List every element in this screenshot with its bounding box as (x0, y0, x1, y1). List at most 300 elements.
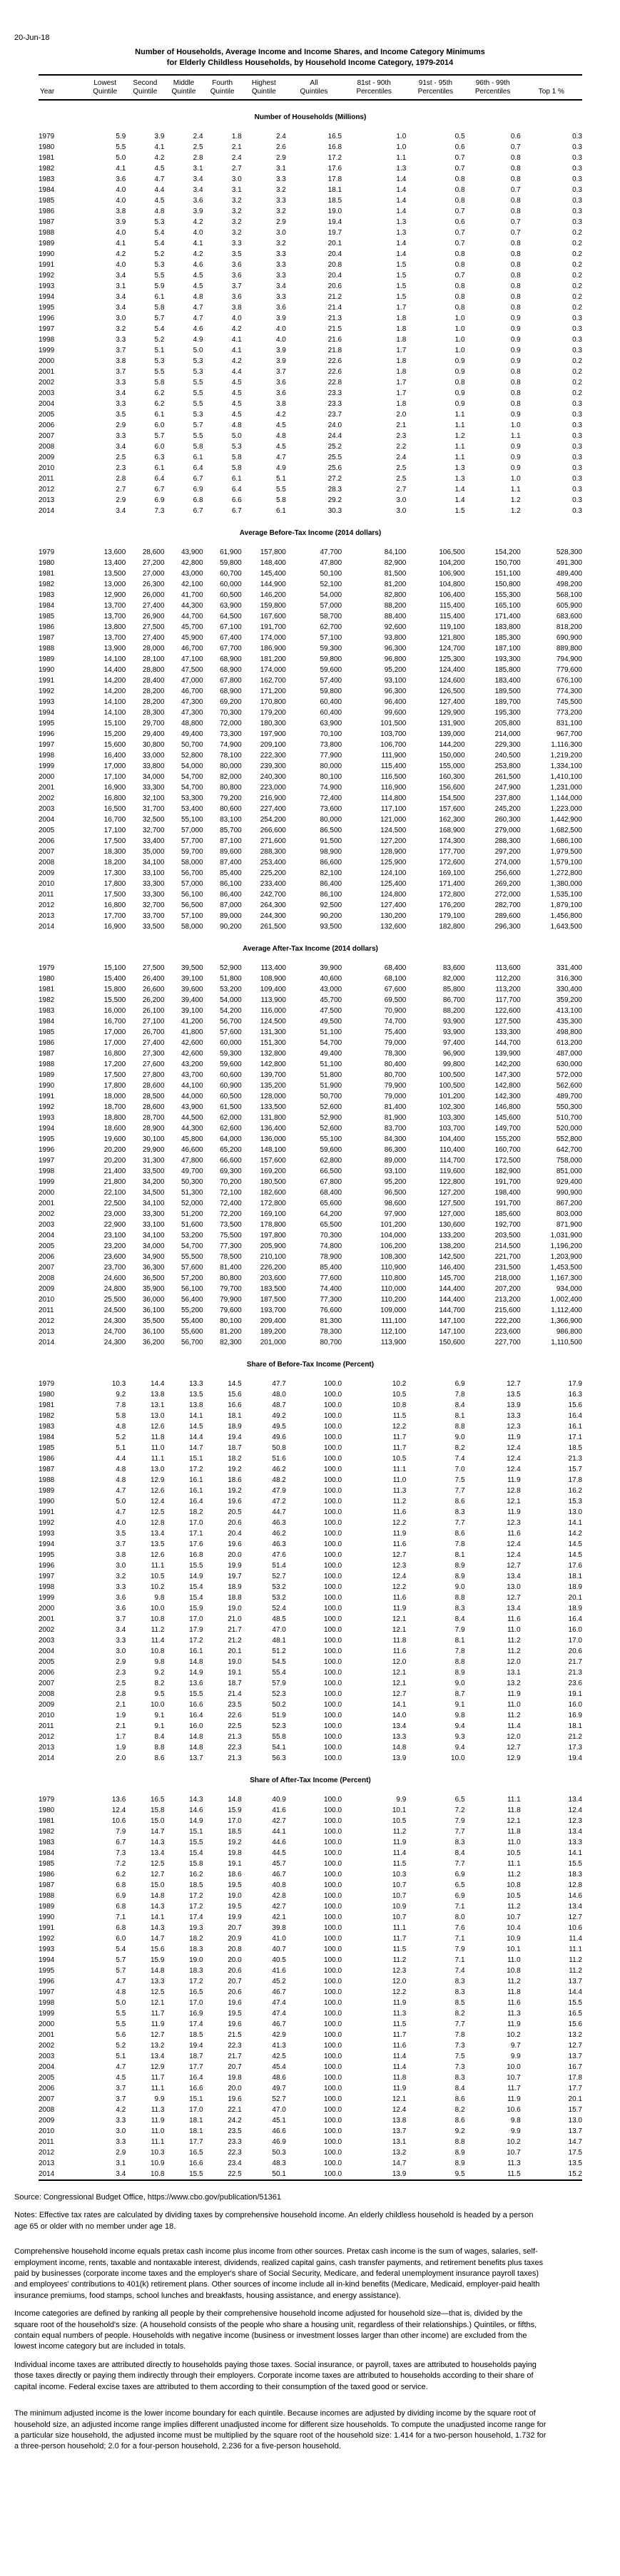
value-cell: 81,300 (320, 1317, 342, 1325)
value-cell: 24.4 (327, 432, 342, 440)
value-cell: 3.5 (231, 250, 242, 258)
value-cell: 20.1 (568, 1594, 582, 1602)
value-cell: 4.2 (193, 218, 203, 226)
value-cell: 15,600 (103, 741, 126, 749)
value-cell: 80,000 (220, 762, 242, 770)
value-cell: 11.0 (151, 2127, 165, 2135)
value-cell: 46.2 (272, 1466, 286, 1473)
year-cell: 2002 (39, 379, 55, 387)
value-cell: 10.2 (507, 2031, 521, 2039)
value-cell: 6.1 (231, 475, 242, 483)
value-cell: 1,219,200 (550, 752, 582, 760)
value-cell: 7.2 (116, 1860, 126, 1868)
value-cell: 21.5 (327, 325, 342, 333)
value-cell: 132,800 (260, 1050, 286, 1058)
table-row (39, 665, 582, 675)
value-cell: 9.5 (154, 1690, 165, 1698)
value-cell: 5.8 (193, 443, 203, 451)
table-row (39, 1923, 582, 1933)
value-cell: 15.7 (568, 1466, 582, 1473)
table-row (39, 174, 582, 185)
value-cell: 21.4 (327, 304, 342, 312)
value-cell: 56,400 (181, 1296, 203, 1304)
year-cell: 2012 (39, 2149, 55, 2157)
value-cell: 18.1 (568, 1722, 582, 1730)
value-cell: 613,200 (556, 1039, 582, 1047)
value-cell: 5.7 (116, 1967, 126, 1975)
value-cell: 129,900 (439, 709, 465, 717)
year-cell: 1998 (39, 752, 55, 760)
value-cell: 274,000 (494, 859, 521, 867)
value-cell: 121,000 (380, 816, 407, 824)
value-cell: 13.4 (150, 2053, 165, 2060)
value-cell: 1.4 (396, 186, 407, 194)
value-cell: 93,100 (384, 677, 407, 685)
value-cell: 54,700 (181, 1242, 203, 1250)
value-cell: 8.9 (454, 2149, 465, 2157)
value-cell: 13.3 (189, 1380, 203, 1388)
year-cell: 1986 (39, 1455, 55, 1463)
value-cell: 33,300 (142, 891, 165, 899)
value-cell: 39,100 (181, 1007, 203, 1015)
value-cell: 8.5 (454, 1999, 465, 2007)
value-cell: 1,879,100 (550, 901, 582, 909)
value-cell: 78,500 (220, 1253, 242, 1261)
value-cell: 79,000 (384, 1093, 407, 1100)
value-cell: 86,400 (220, 891, 242, 899)
value-cell: 14,100 (103, 709, 126, 717)
value-cell: 49,500 (320, 1018, 342, 1026)
value-cell: 12.0 (392, 1978, 407, 1985)
value-cell: 225,200 (260, 869, 286, 877)
value-cell: 90,200 (320, 912, 342, 920)
value-cell: 14.8 (189, 1658, 203, 1666)
value-cell: 7.3 (116, 1849, 126, 1857)
column-header: Year (40, 88, 55, 96)
value-cell: 4.0 (275, 325, 286, 333)
year-cell: 1996 (39, 1978, 55, 1985)
value-cell: 51.6 (272, 1455, 286, 1463)
value-cell: 11.1 (392, 1466, 407, 1473)
value-cell: 3.3 (116, 1637, 126, 1645)
value-cell: 8.8 (454, 1594, 465, 1602)
value-cell: 39,500 (181, 964, 203, 972)
value-cell: 20.1 (228, 1647, 242, 1655)
value-cell: 100.0 (324, 1519, 342, 1527)
value-cell: 15.9 (228, 1806, 242, 1814)
value-cell: 43,000 (320, 986, 342, 993)
value-cell: 3.2 (275, 240, 286, 247)
column-header: 81st - 90th Percentiles (356, 79, 392, 96)
value-cell: 491,300 (556, 559, 582, 567)
year-cell: 1989 (39, 1071, 55, 1079)
value-cell: 10.0 (451, 1754, 465, 1762)
value-cell: 58,000 (181, 923, 203, 931)
value-cell: 124,800 (380, 891, 407, 899)
value-cell: 19.4 (228, 1433, 242, 1441)
value-cell: 121,800 (439, 634, 465, 642)
value-cell: 84,100 (384, 548, 407, 556)
value-cell: 233,400 (260, 880, 286, 888)
value-cell: 66,500 (320, 1167, 342, 1175)
value-cell: 510,700 (556, 1114, 582, 1122)
value-cell: 218,000 (494, 1274, 521, 1282)
value-cell: 127,000 (439, 1210, 465, 1218)
value-cell: 7.1 (454, 1956, 465, 1964)
value-cell: 7.0 (454, 1466, 465, 1473)
value-cell: 17,200 (103, 1060, 126, 1068)
value-cell: 51,100 (320, 1028, 342, 1036)
value-cell: 0.3 (572, 133, 582, 140)
value-cell: 98,900 (320, 848, 342, 856)
value-cell: 4.6 (193, 261, 203, 269)
value-cell: 12.1 (507, 1817, 521, 1825)
value-cell: 22.5 (228, 1722, 242, 1730)
table-row (39, 249, 582, 260)
year-cell: 1994 (39, 293, 55, 301)
value-cell: 21.2 (568, 1733, 582, 1741)
value-cell: 2.1 (116, 1722, 126, 1730)
value-cell: 6.9 (454, 1871, 465, 1879)
value-cell: 12.3 (568, 1817, 582, 1825)
value-cell: 96,300 (384, 688, 407, 695)
table-row (39, 2147, 582, 2158)
value-cell: 96,500 (384, 1189, 407, 1197)
value-cell: 12.6 (150, 1551, 165, 1559)
year-cell: 2007 (39, 1264, 55, 1272)
value-cell: 0.8 (510, 304, 521, 312)
value-cell: 0.9 (454, 389, 465, 397)
value-cell: 78,100 (220, 752, 242, 760)
value-cell: 8.3 (454, 1508, 465, 1516)
value-cell: 117,700 (495, 996, 521, 1004)
value-cell: 19.0 (327, 208, 342, 215)
value-cell: 83,600 (442, 964, 465, 972)
value-cell: 0.6 (510, 133, 521, 140)
value-cell: 16.4 (568, 1615, 582, 1623)
value-cell: 40.9 (272, 1796, 286, 1804)
value-cell: 3.3 (116, 336, 126, 344)
table-row (39, 1102, 582, 1113)
value-cell: 3.4 (116, 2170, 126, 2178)
value-cell: 7.8 (454, 2031, 465, 2039)
value-cell: 3.5 (116, 1530, 126, 1538)
table-row (39, 1657, 582, 1667)
value-cell: 6.8 (193, 496, 203, 504)
value-cell: 27,200 (142, 559, 165, 567)
value-cell: 32,700 (142, 827, 165, 834)
value-cell: 13.0 (150, 1466, 165, 1473)
value-cell: 16.1 (189, 1487, 203, 1495)
value-cell: 210,100 (260, 1253, 286, 1261)
value-cell: 29,900 (142, 1146, 165, 1154)
value-cell: 139,700 (260, 1071, 286, 1079)
value-cell: 0.9 (510, 443, 521, 451)
section-title: Share of Before-Tax Income (Percent) (246, 1361, 375, 1369)
value-cell: 9.4 (454, 1722, 465, 1730)
value-cell: 42.5 (272, 2053, 286, 2060)
table-row (39, 793, 582, 804)
year-cell: 1992 (39, 1103, 55, 1111)
value-cell: 2.1 (231, 143, 242, 151)
value-cell: 74,700 (384, 1018, 407, 1026)
value-cell: 11.7 (392, 1935, 407, 1943)
value-cell: 10.1 (392, 1806, 407, 1814)
value-cell: 489,400 (556, 570, 582, 578)
value-cell: 59,700 (181, 848, 203, 856)
value-cell: 2.0 (116, 1754, 126, 1762)
value-cell: 803,000 (556, 1210, 582, 1218)
value-cell: 11.9 (507, 1433, 521, 1441)
value-cell: 10.7 (507, 2074, 521, 2082)
table-row (39, 1912, 582, 1923)
value-cell: 0.2 (572, 304, 582, 312)
value-cell: 0.8 (510, 261, 521, 269)
value-cell: 185,300 (494, 634, 521, 642)
value-cell: 179,100 (439, 912, 465, 920)
value-cell: 3.6 (275, 304, 286, 312)
table-row (39, 1721, 582, 1732)
value-cell: 14.4 (150, 1380, 165, 1388)
value-cell: 12.4 (507, 1551, 521, 1559)
value-cell: 52,000 (181, 1200, 203, 1207)
value-cell: 330,400 (556, 986, 582, 993)
value-cell: 3.7 (275, 368, 286, 376)
table-row (39, 1091, 582, 1102)
value-cell: 3.3 (116, 400, 126, 408)
value-cell: 57,100 (181, 912, 203, 920)
value-cell: 213,200 (494, 1296, 521, 1304)
value-cell: 10.9 (392, 1903, 407, 1911)
value-cell: 100.0 (324, 1978, 342, 1985)
value-cell: 99,600 (384, 709, 407, 717)
value-cell: 100.0 (324, 1849, 342, 1857)
value-cell: 85,700 (220, 827, 242, 834)
value-cell: 0.3 (572, 197, 582, 205)
year-cell: 1984 (39, 602, 55, 610)
value-cell: 3.5 (116, 411, 126, 419)
value-cell: 20.4 (327, 250, 342, 258)
value-cell: 46.7 (272, 2020, 286, 2028)
value-cell: 49.2 (272, 1412, 286, 1420)
value-cell: 80,000 (320, 816, 342, 824)
year-cell: 1980 (39, 143, 55, 151)
value-cell: 11.9 (392, 1839, 407, 1846)
year-cell: 1991 (39, 261, 55, 269)
value-cell: 14.3 (150, 1903, 165, 1911)
value-cell: 90,200 (220, 923, 242, 931)
year-cell: 1992 (39, 1935, 55, 1943)
value-cell: 14.7 (568, 2138, 582, 2146)
value-cell: 17,500 (103, 891, 126, 899)
value-cell: 47,700 (320, 548, 342, 556)
value-cell: 157,600 (439, 805, 465, 813)
value-cell: 1.7 (396, 304, 407, 312)
value-cell: 3.3 (275, 175, 286, 183)
value-cell: 19.6 (228, 2095, 242, 2103)
value-cell: 45.1 (272, 2117, 286, 2125)
value-cell: 3.4 (116, 443, 126, 451)
value-cell: 11.7 (392, 1444, 407, 1452)
value-cell: 93,900 (442, 1028, 465, 1036)
value-cell: 11.2 (507, 1712, 521, 1719)
value-cell: 59,600 (320, 666, 342, 674)
value-cell: 568,100 (556, 591, 582, 599)
value-cell: 12.4 (507, 1455, 521, 1463)
value-cell: 10.2 (150, 1583, 165, 1591)
value-cell: 11.2 (392, 1956, 407, 1964)
value-cell: 253,800 (494, 762, 521, 770)
value-cell: 145,400 (260, 570, 286, 578)
value-cell: 0.3 (572, 400, 582, 408)
value-cell: 2.1 (116, 1701, 126, 1709)
value-cell: 100.0 (324, 1839, 342, 1846)
value-cell: 55,100 (181, 816, 203, 824)
value-cell: 3.2 (275, 208, 286, 215)
value-cell: 4.2 (231, 357, 242, 365)
value-cell: 45.2 (272, 1978, 286, 1985)
value-cell: 183,400 (494, 677, 521, 685)
value-cell: 19.1 (228, 1860, 242, 1868)
value-cell: 7.8 (454, 1391, 465, 1399)
value-cell: 113,400 (260, 964, 286, 972)
table-row (39, 1411, 582, 1421)
value-cell: 14.8 (228, 1796, 242, 1804)
table-row (39, 1389, 582, 1400)
year-cell: 2008 (39, 1690, 55, 1698)
value-cell: 45,700 (181, 623, 203, 631)
value-cell: 27,500 (142, 964, 165, 972)
value-cell: 36,100 (142, 1307, 165, 1314)
value-cell: 50.2 (272, 1701, 286, 1709)
year-cell: 1989 (39, 1903, 55, 1911)
value-cell: 172,500 (494, 1157, 521, 1165)
value-cell: 27,400 (142, 1039, 165, 1047)
value-cell: 0.9 (510, 325, 521, 333)
value-cell: 27,600 (142, 1060, 165, 1068)
value-cell: 100.0 (324, 1637, 342, 1645)
table-row (39, 782, 582, 793)
year-cell: 2001 (39, 1615, 55, 1623)
value-cell: 1.0 (396, 143, 407, 151)
value-cell: 42,100 (181, 581, 203, 588)
value-cell: 22.6 (327, 368, 342, 376)
table-row (39, 185, 582, 195)
value-cell: 15.1 (189, 2095, 203, 2103)
value-cell: 100.0 (324, 1423, 342, 1431)
value-cell: 9.9 (396, 1796, 407, 1804)
value-cell: 183,800 (494, 623, 521, 631)
value-cell: 11.2 (507, 1871, 521, 1879)
value-cell: 209,400 (260, 1317, 286, 1325)
table-row (39, 1891, 582, 1901)
value-cell: 11.6 (507, 1999, 521, 2007)
value-cell: 3.3 (116, 2138, 126, 2146)
value-cell: 66,600 (220, 1157, 242, 1165)
value-cell: 16.1 (568, 1423, 582, 1431)
value-cell: 45.7 (272, 1860, 286, 1868)
value-cell: 16.2 (189, 1871, 203, 1879)
table-section (39, 516, 582, 932)
value-cell: 47,500 (181, 666, 203, 674)
value-cell: 1,686,100 (550, 837, 582, 845)
value-cell: 16,800 (103, 1050, 126, 1058)
value-cell: 12.5 (150, 1988, 165, 1996)
value-cell: 155,300 (494, 591, 521, 599)
value-cell: 8.4 (454, 1615, 465, 1623)
value-cell: 15,100 (103, 964, 126, 972)
value-cell: 8.3 (454, 1605, 465, 1612)
year-cell: 2003 (39, 1637, 55, 1645)
value-cell: 21.8 (327, 347, 342, 354)
value-cell: 1.4 (396, 240, 407, 247)
value-cell: 572,000 (556, 1071, 582, 1079)
value-cell: 13.0 (150, 1412, 165, 1420)
table-row (39, 1006, 582, 1016)
value-cell: 20,200 (103, 1146, 126, 1154)
value-cell: 17.9 (568, 1380, 582, 1388)
value-cell: 28,100 (142, 655, 165, 663)
value-cell: 29,700 (142, 720, 165, 727)
value-cell: 64,000 (220, 1135, 242, 1143)
value-cell: 47,500 (320, 1007, 342, 1015)
value-cell: 1.4 (396, 197, 407, 205)
year-cell: 1981 (39, 154, 55, 162)
value-cell: 1,410,100 (550, 773, 582, 781)
year-cell: 2013 (39, 1744, 55, 1752)
value-cell: 34,000 (142, 1242, 165, 1250)
year-cell: 2004 (39, 1232, 55, 1240)
value-cell: 0.9 (510, 454, 521, 461)
value-cell: 103,700 (439, 1125, 465, 1133)
value-cell: 3.3 (231, 240, 242, 247)
value-cell: 10.8 (507, 1967, 521, 1975)
year-cell: 1981 (39, 570, 55, 578)
value-cell: 74,400 (320, 1285, 342, 1293)
table-row (39, 1294, 582, 1305)
value-cell: 174,000 (260, 666, 286, 674)
year-cell: 1994 (39, 1125, 55, 1133)
value-cell: 127,400 (439, 698, 465, 706)
value-cell: 4.7 (193, 315, 203, 322)
table-row (39, 1571, 582, 1582)
year-cell: 1986 (39, 208, 55, 215)
value-cell: 16.6 (189, 2160, 203, 2167)
value-cell: 56,100 (181, 1285, 203, 1293)
value-cell: 15.5 (568, 1860, 582, 1868)
table-row (39, 1379, 582, 1389)
value-cell: 520,000 (556, 1125, 582, 1133)
table-row (39, 1550, 582, 1560)
value-cell: 146,800 (494, 1103, 521, 1111)
value-cell: 12.9 (150, 1476, 165, 1484)
value-cell: 17,700 (103, 912, 126, 920)
value-cell: 169,100 (260, 1210, 286, 1218)
year-cell: 1990 (39, 666, 55, 674)
value-cell: 10.5 (392, 1455, 407, 1463)
value-cell: 67,800 (220, 677, 242, 685)
table-row (39, 1582, 582, 1593)
table-row (39, 1475, 582, 1486)
value-cell: 13.5 (150, 1540, 165, 1548)
value-cell: 106,400 (439, 591, 465, 599)
value-cell: 0.9 (510, 347, 521, 354)
value-cell: 19.7 (327, 229, 342, 237)
value-cell: 5.0 (116, 1498, 126, 1506)
value-cell: 6.7 (116, 1839, 126, 1846)
value-cell: 4.5 (154, 165, 165, 173)
value-cell: 17,000 (103, 1039, 126, 1047)
